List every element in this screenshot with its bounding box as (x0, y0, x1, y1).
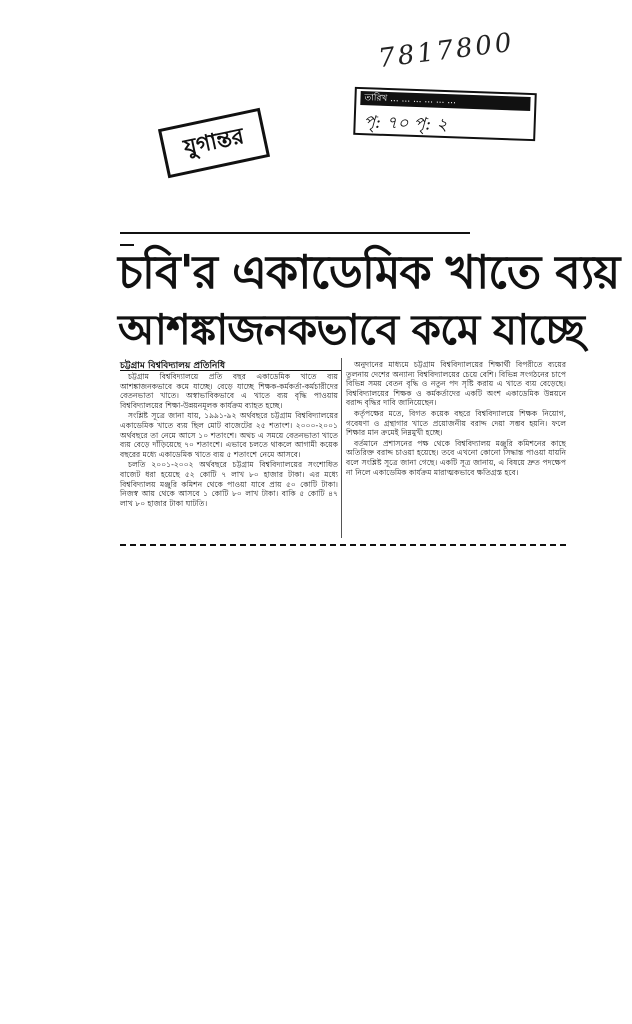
newspaper-name: যুগান্তর (181, 123, 247, 162)
headline-line-1: চবি'র একাডেমিক খাতে ব্যয় (118, 245, 620, 299)
right-paragraph: অনুদানের মাধ্যমে চট্টগ্রাম বিশ্ববিদ্যালয়ের শিক্ষার্থী বিপরীতে ব্যয়ের তুলনায় দেশের অন্যান্য বিশ্ববিদ্যালয়ের চেয়ে বেশি। বিভিন্ন সংগঠনের চাপে বিভিন্ন সময় বেতন বৃদ্ধি ও নতুন পদ সৃষ্টি করায় এ খাতে ব্যয় বেড়েছে। বিশ্ববিদ্যালয়ের শিক্ষক ও কর্মকর্তাদের একটি অংশ একাডেমিক উন্নয়নে বরাদ্দ বৃদ্ধির দাবি জানিয়েছেন। (346, 360, 566, 408)
left-paragraph: চলতি ২০০১-২০০২ অর্থবছরে চট্টগ্রাম বিশ্ববিদ্যালয়ের সংশোধিত বাজেট ধরা হয়েছে ৫২ কোটি ৭ লাখ ৮০ হাজার টাকা। এর মধ্যে বিশ্ববিদ্যালয় মঞ্জুরি কমিশন থেকে পাওয়া যাবে প্রায় ৫০ কোটি টাকা। নিজস্ব আয় থেকে আসবে ১ কোটি ৮০ লাখ টাকা। বাকি ৫ কোটি ৪৭ লাখ ৮০ হাজার টাকা ঘাটতি। (120, 460, 338, 508)
date-stamp (353, 87, 537, 141)
right-paragraph: কর্তৃপক্ষের মতে, বিগত কয়েক বছরে বিশ্ববিদ্যালয়ে শিক্ষক নিয়োগ, গবেষণা ও গ্রন্থাগার খাতে প্রয়োজনীয় বরাদ্দ দেয়া সম্ভব হয়নি। ফলে শিক্ষার মান ক্রমেই নিম্নমুখী হচ্ছে। (346, 408, 566, 438)
left-paragraph: সংশ্লিষ্ট সূত্রে জানা যায়, ১৯৯১-৯২ অর্থবছরে চট্টগ্রাম বিশ্ববিদ্যালয়ের একাডেমিক খাতে ব্যয় ছিল মোট বাজেটের ২৫ শতাংশ। ২০০০-২০০১ অর্থবছরে তা নেমে আসে ১০ শতাংশে। অথচ এ সময়ে বেতনভাতা খাতে ব্যয় বেড়ে দাঁড়িয়েছে ৭০ শতাংশে। এভাবে চলতে থাকলে আগামী কয়েক বছরের মধ্যে একাডেমিক খাতে ব্যয় ৫ শতাংশে নেমে আসবে। (120, 411, 338, 459)
column-divider (341, 358, 342, 538)
headline-line-2: আশঙ্কাজনকভাবে কমে যাচ্ছে (118, 305, 584, 354)
date-stamp-value: পৃ: ৭০ পৃ: ২ (363, 112, 448, 136)
date-stamp-label: তারিখ ... ... ... ... ... ... (360, 91, 530, 111)
article-right-column (346, 360, 566, 478)
right-paragraph: বর্তমানে প্রশাসনের পক্ষ থেকে বিশ্ববিদ্যালয় মঞ্জুরি কমিশনের কাছে অতিরিক্ত বরাদ্দ চাওয়া হয়েছে। তবে এখনো কোনো সিদ্ধান্ত পাওয়া যায়নি বলে সংশ্লিষ্ট সূত্রে জানা গেছে। একটি সূত্র জানায়, এ বিষয়ে দ্রুত পদক্ষেপ না নিলে একাডেমিক কার্যক্রম মারাত্মকভাবে ক্ষতিগ্রস্ত হবে। (346, 438, 566, 477)
handwritten-accession-number: 7817800 (376, 27, 517, 75)
left-paragraph: চট্টগ্রাম বিশ্ববিদ্যালয়ে প্রতি বছর একাডেমিক খাতে ব্যয় আশঙ্কাজনকভাবে কমে যাচ্ছে। বেড়ে যাচ্ছে শিক্ষক-কর্মকর্তা-কর্মচারীদের বেতনভাতা খাতে। অস্বাভাবিকভাবে এ খাতে ব্যয় বৃদ্ধি পাওয়ায় বিশ্ববিদ্যালয়ের শিক্ষা-উন্নয়নমূলক কার্যক্রম ব্যাহত হচ্ছে। (120, 372, 338, 410)
bottom-rule (120, 544, 566, 546)
article-left-column (120, 372, 338, 509)
byline-rule (120, 370, 342, 371)
newspaper-name-stamp (158, 108, 270, 179)
byline: চট্টগ্রাম বিশ্ববিদ্যালয় প্রতিনিধি (120, 361, 226, 371)
top-rule (120, 232, 470, 234)
